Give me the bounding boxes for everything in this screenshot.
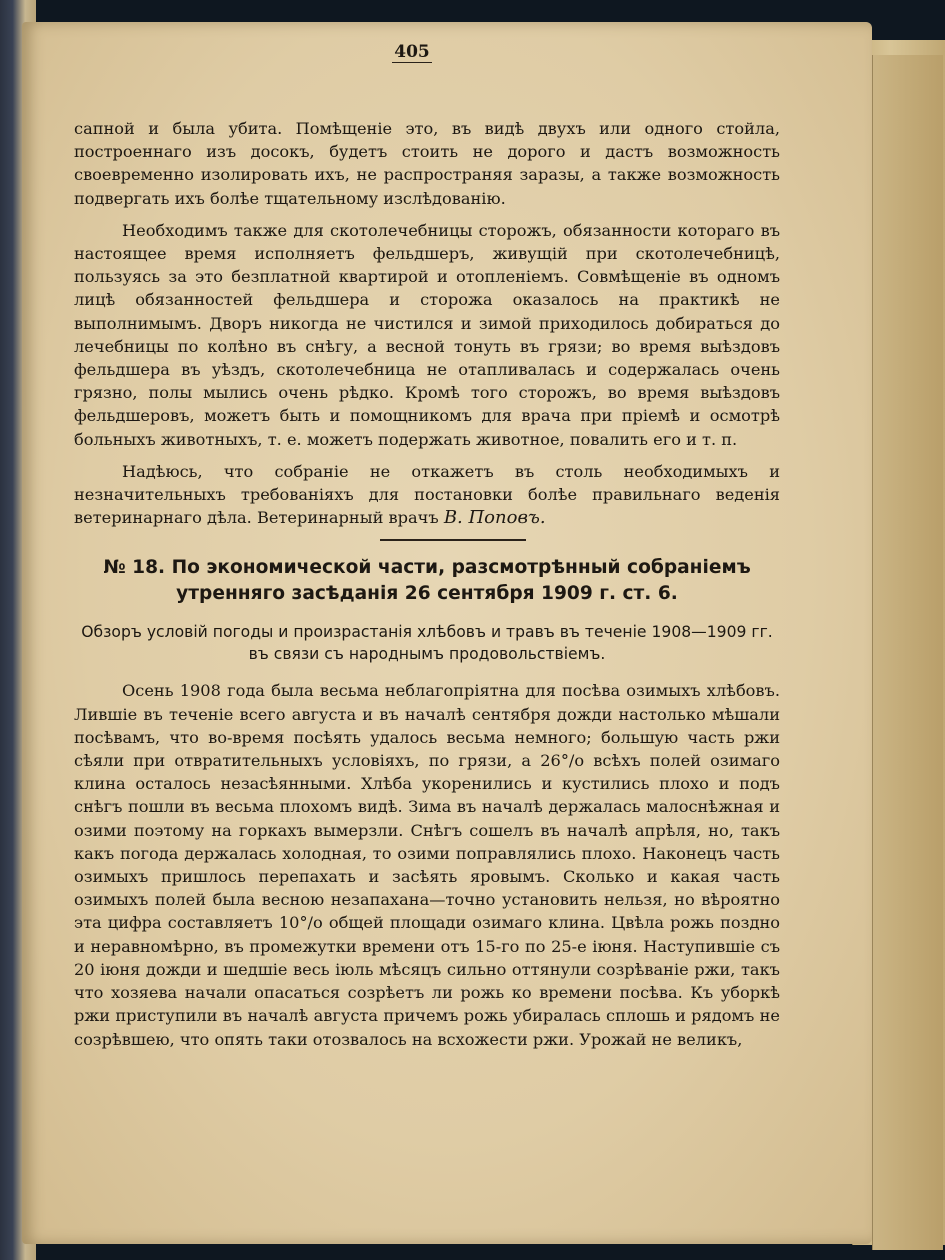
closing-text: Надѣюсь, что собраніе не откажетъ въ столь необходимыхъ и незначительныхъ требованіяхъ для постановки болѣе правильнаго веденія ветеринарнаго дѣла. Ветеринарный врачъ: [74, 461, 780, 528]
page-number: 405: [394, 42, 430, 62]
watchman-paragraph: Необходимъ также для скотолечебницы сторожъ, обязанности котораго въ настоящее время исполняетъ фельдшеръ, живущій при скотолечебницѣ, пользуясь за это безплатной квартирой и отопленіемъ. Совмѣщеніе въ одномъ лицѣ обязанностей фельдшера и сторожа оказалось на практикѣ не выполнимымъ. Дворъ никогда не чистился и зимой приходилось добираться до лечебницы по колѣно въ снѣгу, а весной тонуть въ грязи; во время выѣздовъ фельдшера въ уѣздъ, скотолечебница не отапливалась и содержалась очень грязно, полы мылись очень рѣдко. Кромѣ того сторожъ, во время выѣздовъ фельдшеровъ, можетъ быть и помощникомъ для врача при пріемѣ и осмотрѣ больныхъ животныхъ, т. е. можетъ подержать животное, повалить его и т. п.: [74, 220, 780, 449]
document-page: [22, 22, 872, 1244]
section-heading: № 18. По экономической части, разсмотрѣнный собраніемъ утренняго засѣданія 26 сентября 1909 г. ст. 6.: [103, 557, 751, 605]
closing-paragraph: [74, 460, 780, 530]
section-divider: [380, 539, 526, 541]
continuation-paragraph: сапной и была убита. Помѣщеніе это, въ видѣ двухъ или одного стойла, построеннаго изъ досокъ, будетъ стоить не дорого и дастъ возможность своевременно изолировать ихъ, не распространяя заразы, а также возможность подвергать ихъ болѣе тщательному изслѣдованію.: [74, 119, 780, 208]
autumn-paragraph: Осень 1908 года была весьма неблагопріятна для посѣва озимыхъ хлѣбовъ. Лившіе въ теченіе всего августа и въ началѣ сентября дожди настолько мѣшали посѣвамъ, что во-время посѣять удалось весьма немного; большую часть ржи сѣяли при отвратительныхъ условіяхъ, по грязи, а 26°/о всѣхъ полей озимаго клина осталось незасѣянными. Хлѣба укоренились и кустились плохо и подъ снѣгъ пошли въ весьма плохомъ видѣ. Зима въ началѣ держалась малоснѣжная и озими поэтому на горкахъ вымерзли. Снѣгъ сошелъ въ началѣ апрѣля, но, такъ какъ погода держалась холодная, то озими поправлялись плохо. Наконецъ часть озимыхъ пришлось перепахать и засѣять яровымъ. Сколько и какая часть озимыхъ полей была весною незапахана—точно установить нельзя, но вѣроятно эта цифра составляетъ 10°/о общей площади озимаго клина. Цвѣла рожь поздно и неравномѣрно, въ промежутки времени отъ 15-го по 25-е іюня. Наступившіе съ 20 іюня дожди и шедшіе весь іюль мѣсяцъ сильно оттянули созрѣваніе ржи, такъ что хозяева начали опасаться созрѣетъ ли рожь ко времени посѣва. Къ уборкѣ ржи приступили въ началѣ августа причемъ рожь убиралась сплошь и рядомъ не созрѣвшею, что опять таки отозвалось на всхожести ржи. Урожай не великъ,: [74, 681, 780, 1049]
section-subheading: Обзоръ условій погоды и произрастанія хлѣбовъ и травъ въ теченіе 1908—1909 гг. въ связи съ народнымъ продовольствіемъ.: [81, 623, 773, 664]
signature-name: В. Поповъ.: [443, 507, 546, 529]
page-body: [74, 117, 780, 1051]
underlying-page-edge-inner: [872, 55, 943, 1250]
